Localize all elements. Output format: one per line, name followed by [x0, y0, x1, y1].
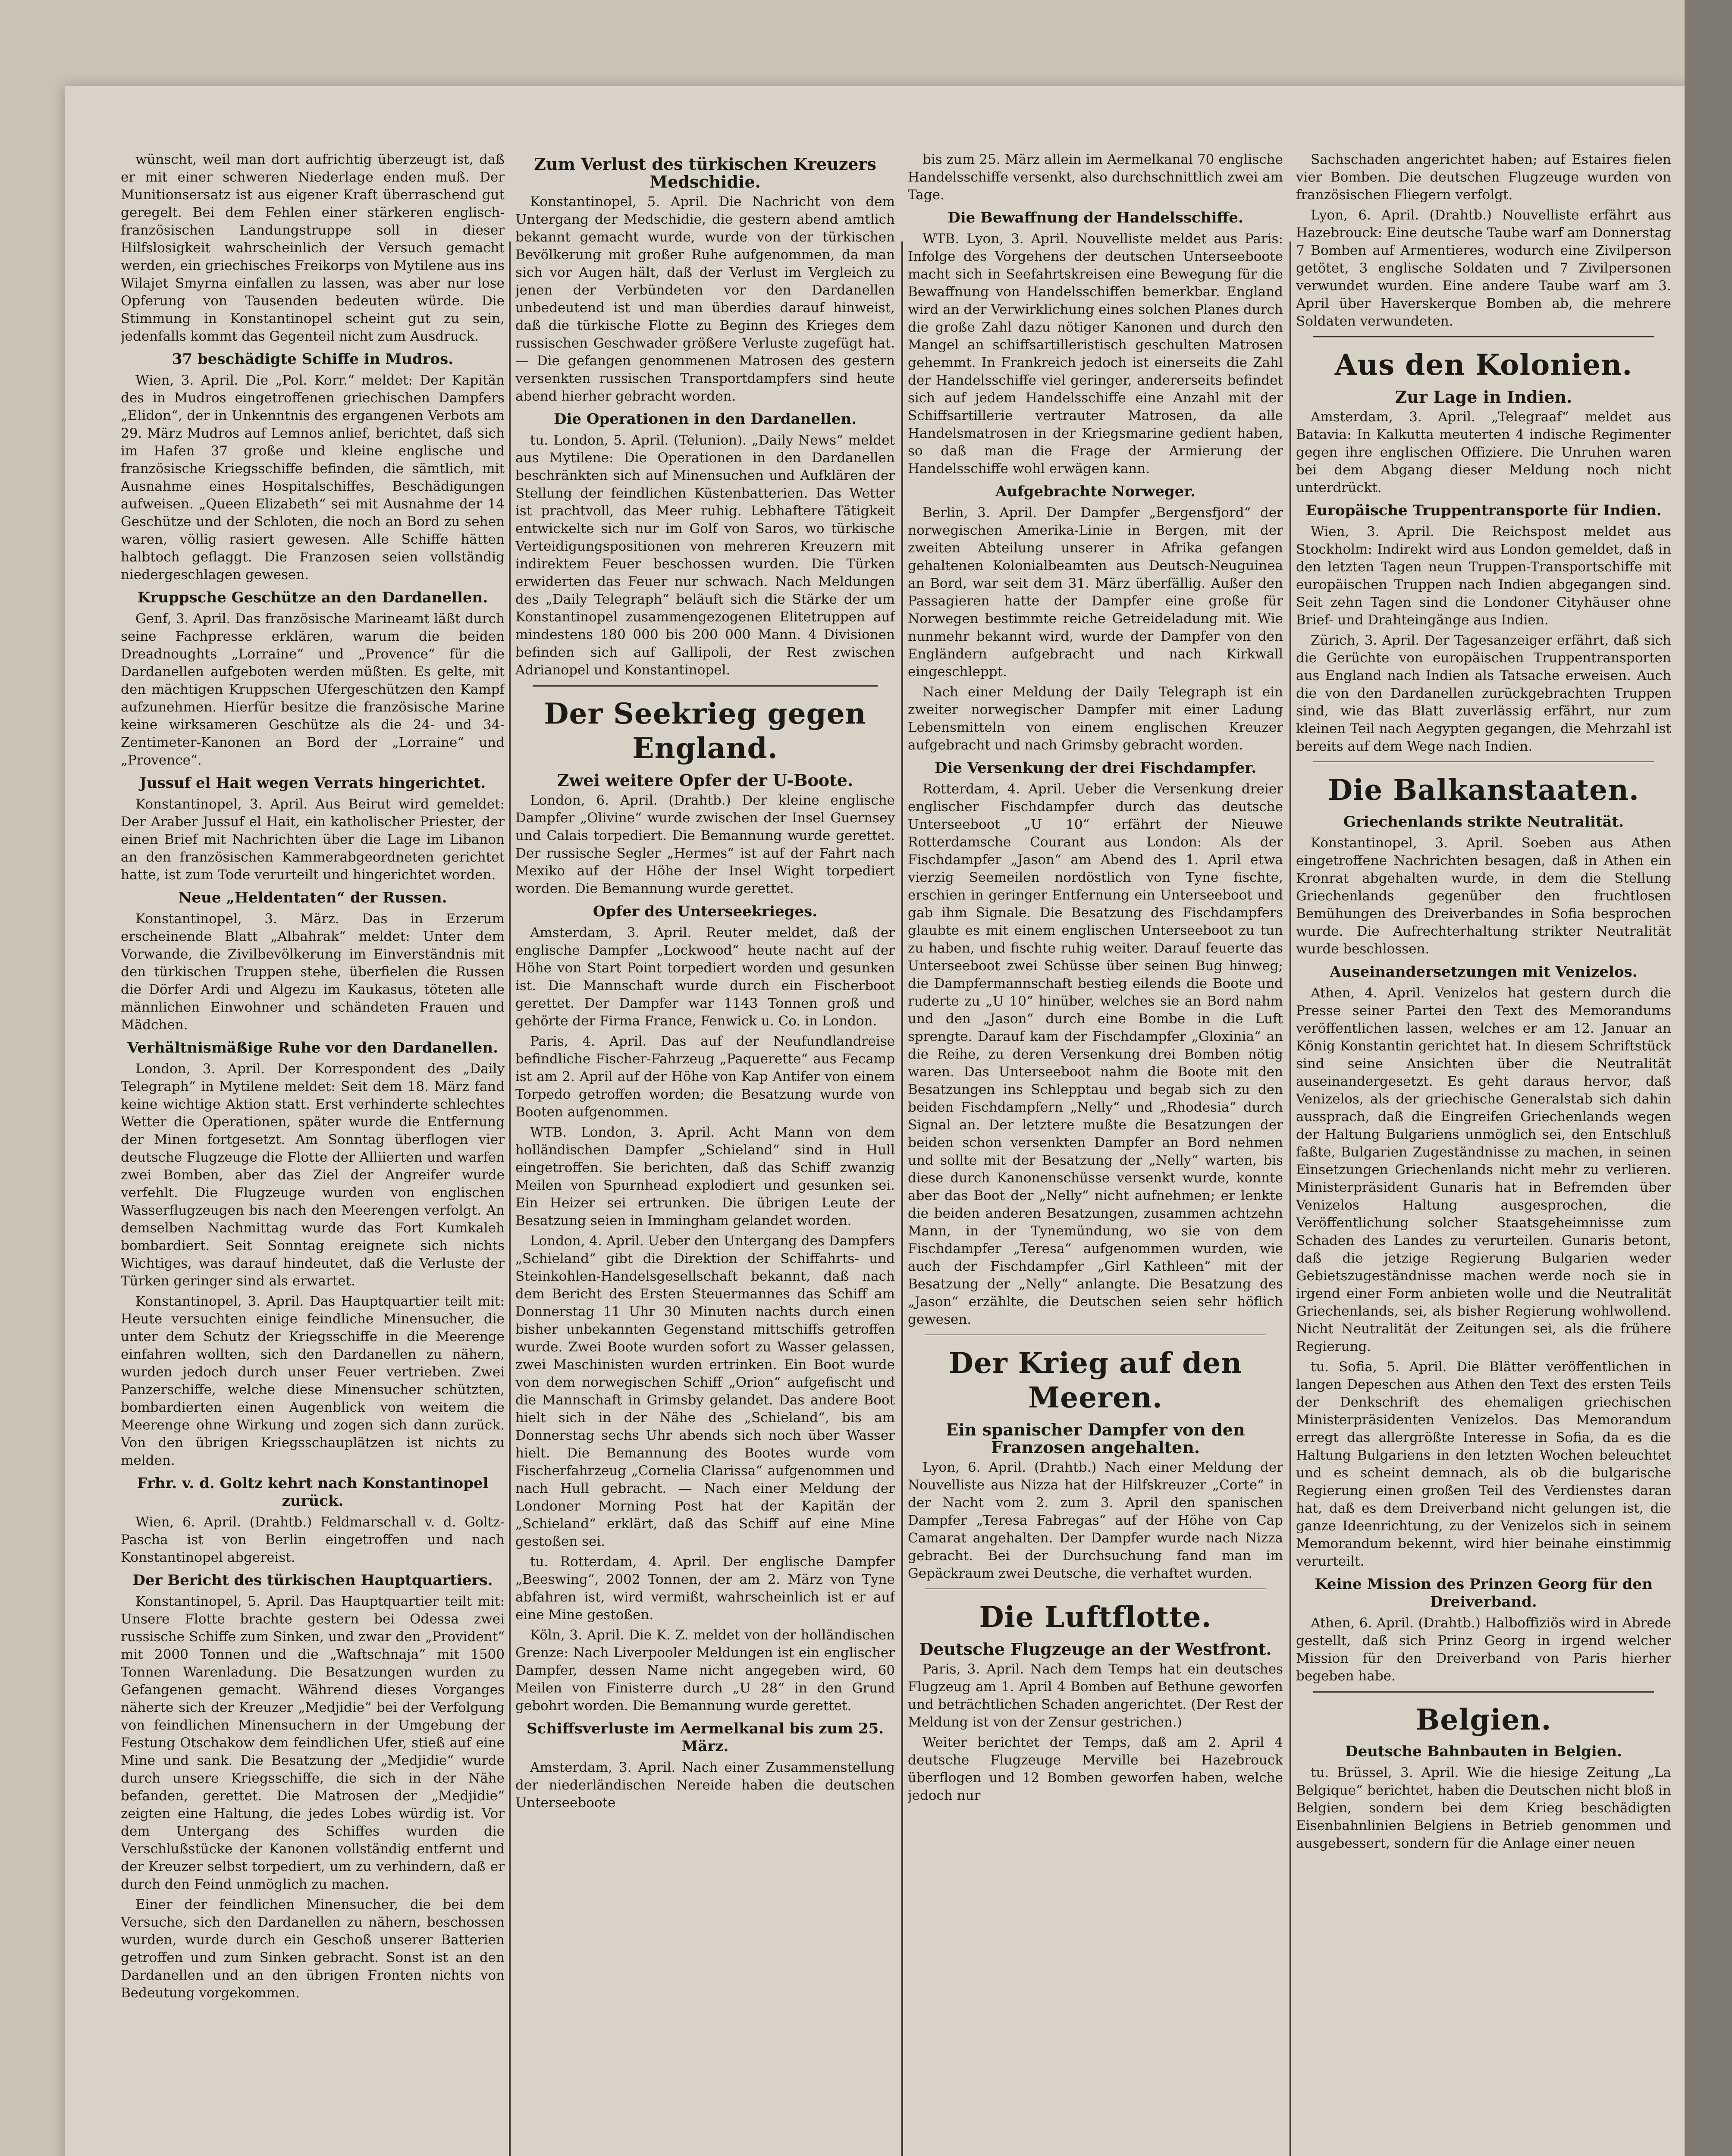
article-text: Paris, 3. April. Nach dem Temps hat ein deutsches Flugzeug am 1. April 4 Bomben auf Bethune geworfen und beträchtlichen Schaden angerichtet. (Der Rest der Meldung ist von der Zensur gestrichen.): [908, 1661, 1283, 1730]
article-text: Konstantinopel, 3. April. Das Hauptquartier teilt mit: Heute versuchten einige feindliche Minensucher, die unter dem Schutz der Kriegsschiffe in die Meerenge einfahren wollten, sich den Dardanellen zu nähern, wurden jedoch durch unser Feuer vertrieben. Zwei Panzerschiffe, welche diese Minensucher schützten, bombardierten einen Augenblick von weitem die Meerenge ohne Wirkung und zogen sich dann zurück. Von den übrigen Kriegsschauplätzen ist nichts zu melden.: [121, 1294, 505, 1468]
divider: [1313, 336, 1654, 338]
article-text: London, 4. April. Ueber den Untergang des Dampfers „Schieland“ gibt die Direktion der Schiffahrts- und Steinkohlen-Handelsgesellschaft bekannt, daß nach dem Bericht des Ersten Steuermannes das Schiff am Donnerstag 11 Uhr 30 Minuten nachts durch einen bisher unbekannten Gegenstand mittschiffs getroffen wurde. Zwei Boote wurden sofort zu Wasser gelassen, zwei Maschinisten wurden ertrinken. Ein Boot wurde von dem norwegischen Schiff „Orion“ aufgefischt und die Mannschaft in Grimsby gelandet. Das andere Boot hielt sich in der Nähe des „Schieland“, bis am Donnerstag sechs Uhr abends sich noch über Wasser hielt. Die Bemannung des Bootes wurde vom Fischerfahrzeug „Cornelia Clarissa“ aufgenommen und nach Hull gebracht. — Nach einer Meldung der Londoner Morning Post hat der Kapitän der „Schieland“ erklärt, daß das Schiff auf eine Mine gestoßen sei.: [515, 1233, 895, 1549]
article-text: Sachschaden angerichtet haben; auf Estaires fielen vier Bomben. Die deutschen Flugzeuge wurden von französischen Fliegern verfolgt.: [1296, 152, 1671, 203]
section-title: Der Seekrieg gegen England.: [544, 697, 866, 765]
section-title: Die Balkanstaaten.: [1328, 773, 1639, 807]
article-text: Wien, 3. April. Die „Pol. Korr.“ meldet: Der Kapitän des in Mudros eingetroffenen griechischen Dampfers „Elidon“, der in Unkenntnis des ergangenen Verbots am 29. März Mudros auf Lemnos anlief, berichtet, daß sich im Hafen 37 große und kleine englische und französische Kriegsschiffe befinden, die sämtlich, mit Ausnahme eines Hospitalschiffes, Beschädigungen aufweisen. „Queen Elizabeth“ sei mit Ausnahme der 14 Geschütze und der Schloten, die noch an Bord zu sehen waren, völlig rasiert gewesen. Alle Schiffe hätten halbtoch geflaggt. Die Franzosen seien vollständig niedergeschlagen gewesen.: [121, 373, 505, 583]
article-text: WTB. Lyon, 3. April. Nouvelliste meldet aus Paris: Infolge des Vorgehens der deutschen Unterseeboote macht sich in Seefahrtskreisen eine Bewegung für die Bewaffnung von Handelsschiffen bemerkbar. England wird an der Verwirklichung eines solchen Planes durch die große Zahl dazu nötiger Kanonen und durch den Mangel an schiffsartilleristisch geschulten Matrosen gehemmt. In Frankreich jedoch ist einerseits die Zahl der Handelsschiffe viel geringer, andererseits befindet sich auf jedem Handelsschiffe eine Anzahl mit der Schiffsartillerie vertrauter Matrosen, da alle Handelsmatrosen in der Kriegsmarine gedient haben, so daß man die Frage der Armierung der Handelsschiffe wohl erwägen kann.: [908, 231, 1283, 476]
section-title: Aus den Kolonien.: [1334, 348, 1633, 382]
article-text: Amsterdam, 3. April. „Telegraaf“ meldet aus Batavia: In Kalkutta meuterten 4 indische Regimenter gegen ihre englischen Offiziere. Die Unruhen waren bei dem Abgang dieser Meldung noch nicht unterdrückt.: [1296, 409, 1671, 495]
article-text: Zürich, 3. April. Der Tagesanzeiger erfährt, daß sich die Gerüchte von europäischen Truppentransporten aus England nach Indien als Tatsache erweisen. Auch die von den Dardanellen zurückgebrachten Truppen sind, wie das Blatt zuverlässig erfährt, nur zum kleinen Teil nach Aegypten gegangen, die Mehrzahl ist bereits auf dem Wege nach Indien.: [1296, 633, 1671, 754]
section-title: Belgien.: [1415, 1703, 1552, 1736]
column-2: [515, 151, 895, 2156]
article-text: Wien, 6. April. (Drahtb.) Feldmarschall v. d. Goltz-Pascha ist von Berlin eingetroffen und nach Konstantinopel abgereist.: [121, 1514, 505, 1565]
headline: Deutsche Bahnbauten in Belgien.: [1345, 1743, 1622, 1760]
article-text: Konstantinopel, 3. April. Soeben aus Athen eingetroffene Nachrichten besagen, daß in Athen ein Kronrat abgehalten wurde, in dem die Stellung Griechenlands gegenüber den fruchtlosen Bemühungen des Dreiverbandes in Sofia besprochen wurde. Die Aufrechterhaltung strikter Neutralität wurde beschlossen.: [1296, 835, 1671, 957]
article-text: Konstantinopel, 3. April. Aus Beirut wird gemeldet: Der Araber Jussuf el Hait, ein katholischer Priester, der einen Brief mit Nachrichten über die Lage im Libanon an den französischen Kammerabgeordneten gerichtet hatte, ist zum Tode verurteilt und hingerichtet worden.: [121, 796, 505, 883]
page-columns: [65, 86, 1686, 2156]
headline: Frhr. v. d. Goltz kehrt nach Konstantinopel zurück.: [137, 1475, 489, 1510]
column-1: [121, 151, 505, 2156]
headline: Die Operationen in den Dardanellen.: [553, 411, 857, 428]
scan-border: [1685, 0, 1732, 2156]
headline: Die Bewaffnung der Handelsschiffe.: [948, 209, 1243, 226]
article-text: WTB. London, 3. April. Acht Mann von dem holländischen Dampfer „Schieland“ sind in Hull eingetroffen. Sie berichten, daß das Schiff zwanzig Meilen von Spurnhead explodiert und gesunken sei. Ein Heizer sei ertrunken. Die übrigen Leute der Besatzung seien in Immingham gelandet worden.: [515, 1125, 895, 1228]
article-text: Athen, 6. April. (Drahtb.) Halboffiziös wird in Abrede gestellt, daß sich Prinz Georg in irgend welcher Mission für den Dreiverband von Paris hierher begeben habe.: [1296, 1615, 1671, 1684]
section-title: Der Krieg auf den Meeren.: [948, 1346, 1243, 1414]
headline: Auseinandersetzungen mit Venizelos.: [1330, 963, 1638, 981]
headline: Schiffsverluste im Aermelkanal bis zum 25. März.: [526, 1720, 884, 1755]
article-text: Konstantinopel, 3. März. Das in Erzerum erscheinende Blatt „Albahrak“ meldet: Unter dem Vorwande, die Zivilbevölkerung im Einverständnis mit den türkischen Truppen stehe, überfielen die Russen die Dörfer Ardi und Algezu im Kaukasus, töteten alle männlichen Einwohner und schändeten Frauen und Mädchen.: [121, 911, 505, 1033]
article-text: Lyon, 6. April. (Drahtb.) Nouvelliste erfährt aus Hazebrouck: Eine deutsche Taube warf am Donnerstag 7 Bomben auf Armentieres, wodurch eine Zivilperson getötet, 3 englische Soldaten und 7 Zivilpersonen verwundet wurden. Eine andere Taube warf am 3. April über Haverskerque Bomben ab, die mehrere Soldaten verwundeten.: [1296, 207, 1671, 329]
headline: Kruppsche Geschütze an den Dardanellen.: [137, 589, 488, 606]
article-text: London, 6. April. (Drahtb.) Der kleine englische Dampfer „Olivine“ wurde zwischen der Insel Guernsey und Calais torpediert. Die Bemannung wurde gerettet. Der russische Segler „Hermes“ ist auf der Fahrt nach Mexiko auf der Höhe der Insel Wight torpediert worden. Die Bemannung wurde gerettet.: [515, 793, 895, 896]
article-text: Paris, 4. April. Das auf der Neufundlandreise befindliche Fischer-Fahrzeug „Paquerette“ aus Fecamp ist am 2. April auf der Höhe von Kap Antifer von einem Torpedo getroffen worden; die Besatzung wurde von Booten aufgenommen.: [515, 1034, 895, 1120]
column-rule: [509, 241, 511, 2156]
article-text: London, 3. April. Der Korrespondent des „Daily Telegraph“ in Mytilene meldet: Seit dem 18. März fand keine wichtige Aktion statt. Erst verhinderte schlechtes Wetter die Operationen, später wurde die Entfernung der Minen fortgesetzt. Am Sonntag überflogen vier deutsche Flugzeuge die Flotte der Alliierten und warfen zwei Bomben, aber das Ziel der Angreifer wurde verfehlt. Die Flugzeuge wurden von englischen Wasserflugzeugen bis nach den Meerengen verfolgt. An demselben Nachmittag wurde das Fort Kumkaleh bombardiert. Seit Sonntag ereignete sich nichts Wichtiges, was darauf hindeutet, daß die Verluste der Türken geringer sind als erwartet.: [121, 1061, 505, 1289]
article-text: tu. Brüssel, 3. April. Wie die hiesige Zeitung „La Belgique“ berichtet, haben die Deutschen nicht bloß in Belgien, sondern bei dem Krieg beschädigten Eisenbahnlinien Belgiens in Betrieb genommen und ausgebessert, sondern für die Anlage einer neuen: [1296, 1765, 1671, 1851]
column-rule: [1290, 241, 1291, 2156]
article-text: Amsterdam, 3. April. Reuter meldet, daß der englische Dampfer „Lockwood“ heute nacht auf der Höhe von Start Point torpediert worden und gesunken ist. Die Mannschaft wurde durch ein Fischerboot gerettet. Der Dampfer war 1143 Tonnen groß und gehörte der Firma France, Fenwick u. Co. in London.: [515, 925, 895, 1029]
article-text: tu. Rotterdam, 4. April. Der englische Dampfer „Beeswing“, 2002 Tonnen, der am 2. März von Tyne abfahren ist, wird vermißt, wahrscheinlich ist er auf eine Mine gestoßen.: [515, 1554, 895, 1623]
section-title: Die Luftflotte.: [979, 1600, 1212, 1634]
article-text: Einer der feindlichen Minensucher, die bei dem Versuche, sich den Dardanellen zu nähern, beschossen wurden, wurde durch ein Geschoß unserer Batterien getroffen und zum Sinken gebracht. Sonst ist an den Dardanellen und an den übrigen Fronten nichts von Bedeutung vorgekommen.: [121, 1897, 505, 2001]
article-text: Weiter berichtet der Temps, daß am 2. April 4 deutsche Flugzeuge Merville bei Hazebrouck überflogen und 12 Bomben geworfen haben, welche jedoch nur: [908, 1735, 1283, 1803]
headline: 37 beschädigte Schiffe in Mudros.: [172, 351, 454, 368]
article-text: Konstantinopel, 5. April. Das Hauptquartier teilt mit: Unsere Flotte brachte gestern bei Odessa zwei russische Schiffe zum Sinken, und zwar den „Provident“ mit 2000 Tonnen und die „Waftschnaja“ mit 1500 Tonnen Warenladung. Die Besatzungen wurden zu Gefangenen gemacht. Während dieses Vorganges näherte sich der Kreuzer „Medjidie“ bei der Verfolgung von feindlichen Minensuchern in der Umgebung der Festung Otschakow dem feindlichen Ufer, stieß auf eine Mine und sank. Die Besatzung der „Medjidie“ wurde durch unsere Kriegsschiffe, die sich in der Nähe befanden, gerettet. Die Matrosen der „Medjidie“ zeigten eine Haltung, die jedes Lobes würdig ist. Vor dem Untergang des Schiffes wurden die Verschlußstücke der Kanonen vollständig entfernt und der Kreuzer selbst torpediert, um zu verhindern, daß er durch den Feind unmöglich zu machen.: [121, 1594, 505, 1892]
headline: Die Versenkung der drei Fischdampfer.: [934, 759, 1257, 777]
column-3: [908, 151, 1283, 2156]
headline: Zum Verlust des türkischen Kreuzers Medschidie.: [534, 154, 876, 191]
article-text: tu. London, 5. April. (Telunion). „Daily News“ meldet aus Mytilene: Die Operationen in den Dardanellen beschränkten sich auf Minensuchen und Aufklären der Stellung der feindlichen Küstenbatterien. Das Wetter ist prachtvoll, das Meer ruhig. Lebhaftere Tätigkeit entwickelte sich nur im Golf von Saros, wo türkische Verteidigungspositionen von mehreren Kreuzern mit indirektem Feuer beschossen wurden. Die Türken erwiderten das Feuer nur schwach. Nach Meldungen des „Daily Telegraph“ beläuft sich die Stärke der um Konstantinopel zusammengezogenen Elitetruppen auf mindestens 180 000 bis 200 000 Mann. 4 Divisionen befinden sich auf Gallipoli, der Rest zwischen Adrianopel und Konstantinopel.: [515, 432, 895, 678]
divider: [925, 1589, 1266, 1590]
headline: Opfer des Unterseekrieges.: [593, 903, 818, 920]
headline: Jussuf el Hait wegen Verrats hingerichtet.: [139, 774, 486, 792]
divider: [1313, 761, 1654, 763]
article-text: Genf, 3. April. Das französische Marineamt läßt durch seine Fachpresse erklären, warum die beiden Dreadnoughts „Lorraine“ und „Provence“ für die Dardanellen aufgeboten werden müßten. Es gelte, mit den mächtigen Kruppschen Ufergeschützen den Kampf aufzunehmen. Hierfür besitze die französische Marine keine wirksameren Geschütze als die 24- und 34-Zentimeter-Kanonen an Bord der „Lorraine“ und „Provence“.: [121, 611, 505, 768]
headline: Neue „Heldentaten“ der Russen.: [178, 889, 447, 906]
article-text: Amsterdam, 3. April. Nach einer Zusammenstellung der niederländischen Nereide haben die deutschen Unterseeboote: [515, 1760, 895, 1811]
subheadline: Zur Lage in Indien.: [1395, 387, 1572, 407]
headline: Verhältnismäßige Ruhe vor den Dardanellen.: [127, 1039, 498, 1056]
divider: [925, 1335, 1266, 1336]
article-text: bis zum 25. März allein im Aermelkanal 70 englische Handelsschiffe versenkt, also durchschnittlich zwei am Tage.: [908, 152, 1283, 203]
article-text: Nach einer Meldung der Daily Telegraph ist ein zweiter norwegischer Dampfer mit einer Ladung Lebensmitteln von einem englischen Kreuzer aufgebracht und nach Grimsby gebracht worden.: [908, 684, 1283, 753]
article-text: Köln, 3. April. Die K. Z. meldet von der holländischen Grenze: Nach Liverpooler Meldungen ist ein englischer Dampfer, dessen Name nicht angegeben wird, 60 Meilen von Finisterre durch „U 28“ in den Grund gebohrt worden. Die Bemannung wurde gerettet.: [515, 1627, 895, 1714]
article-text: Athen, 4. April. Venizelos hat gestern durch die Presse seiner Partei den Text des Memorandums veröffentlichen lassen, welches er am 12. Januar an König Konstantin gerichtet hat. In diesem Schriftstück sind seine Ansichten über die Neutralität auseinandergesetzt. Es geht daraus hervor, daß Venizelos, als der griechische Generalstab sich dahin aussprach, daß die Eingreifen Griechenlands wegen der Haltung Bulgariens unmöglich sei, den Entschluß faßte, Bulgarien Zugeständnisse zu machen, in seinen Einsetzungen Griechenlands nicht mehr zu verlieren. Ministerpräsident Gunaris hat in Befremden über Venizelos Haltung ausgesprochen, die Veröffentlichung solcher Staatsgeheimnisse zum Schaden des Landes zu verurteilen. Gunaris betont, daß die jetzige Regierung Bulgarien weder Gebietszugeständnisse machen werde noch sie in irgend einer Form anbieten wolle und die Neutralität Griechenlands, sei, als bisher Regierung wohlwollend. Nicht Neutralität der Zeitungen sei, als die frühere Regierung.: [1296, 985, 1671, 1354]
article-text: Rotterdam, 4. April. Ueber die Versenkung dreier englischer Fischdampfer durch das deutsche Unterseeboot „U 10“ erfährt der Nieuwe Rotterdamsche Courant aus London: Als der Fischdampfer „Jason“ am Abend des 1. April etwa vierzig Seemeilen nordöstlich von Tyne fischte, erschien in geringer Entfernung ein Unterseeboot und gab ihm Signale. Die Besatzung des Fischdampfers glaubte es mit einem englischen Unterseeboot zu tun zu haben, und fischte ruhig weiter. Darauf feuerte das Unterseeboot zwei Schüsse über seinen Bug hinweg; die Dampfermannschaft bestieg eilends die Boote und ruderte zu „U 10“ hinüber, welches sie an Bord nahm und den „Jason“ durch eine Bombe in die Luft sprengte. Darauf kam der Fischdampfer „Gloxinia“ an die Reihe, zu deren Versenkung drei Bomben nötig waren. Das Unterseeboot nahm die Boote mit den Besatzungen ins Schlepptau und begab sich zu den beiden Fischdampfern „Nelly“ und „Rhodesia“ durch Signal an. Der letztere mußte die Besatzungen der beiden schon versenkten Dampfer an Bord nehmen und sollte mit der Besatzung der „Nelly“ warten, bis diese durch Kanonenschüsse versenkt wurde, konnte aber das Boot der „Nelly“ nicht aufnehmen; er lenkte die beiden anderen Besatzungen, zusammen achtzehn Mann, in der Tynemündung, wo sie von dem Fischdampfer „Teresa“ aufgenommen wurden, wie auch der Fischdampfer „Girl Kathleen“ mit der Besatzung der „Nelly“ anlangte. Die Besatzung des „Jason“ erzählte, die Deutschen seien sehr höflich gewesen.: [908, 781, 1283, 1327]
divider: [533, 685, 878, 687]
column-4: [1296, 151, 1671, 2156]
article-text: Lyon, 6. April. (Drahtb.) Nach einer Meldung der Nouvelliste aus Nizza hat der Hilfskreuzer „Corte“ in der Nacht vom 2. zum 3. April den spanischen Dampfer „Teresa Fabregas“ auf der Höhe von Cap Camarat angehalten. Der Dampfer wurde nach Nizza gebracht. Bei der Durchsuchung fand man im Gepäckraum zwei Deutsche, die verhaftet wurden.: [908, 1460, 1283, 1581]
article-text: Wien, 3. April. Die Reichspost meldet aus Stockholm: Indirekt wird aus London gemeldet, daß in den letzten Tagen neun Truppen-Transportschiffe mit europäischen Truppen nach Indien abgegangen sind. Seit zehn Tagen sind die Londoner Cityhäuser ohne Brief- und Drahteingänge aus Indien.: [1296, 524, 1671, 628]
article-text: tu. Sofia, 5. April. Die Blätter veröffentlichen in langen Depeschen aus Athen den Text des ersten Teils der Denkschrift des ehemaligen griechischen Ministerpräsidenten Venizelos. Das Memorandum erregt das allergrößte Interesse in Sofia, da es die Haltung Bulgariens in den letzten Wochen beleuchtet und es scheint demnach, als ob die bulgarische Regierung einen großen Teil des Verdienstes daran hat, daß es dem Dreiverband nicht gelungen ist, die ganze Ideenrichtung, zu der Venizelos sich in seinem Memorandum bekennt, wird hier beinahe einstimmig verurteilt.: [1296, 1359, 1671, 1569]
article-text: Berlin, 3. April. Der Dampfer „Bergensfjord“ der norwegischen Amerika-Linie in Bergen, mit der zweiten Abteilung unserer in Afrika gefangen gehaltenen Kolonialbeamten aus Deutsch-Neuguinea an Bord, war seit dem 31. März überfällig. Außer den Passagieren hatte der Dampfer eine große für Norwegen bestimmte reiche Getreideladung mit. Wie nunmehr bekannt wird, wurde der Dampfer von den Engländern aufgebracht und nach Kirkwall eingeschleppt.: [908, 505, 1283, 680]
headline: Keine Mission des Prinzen Georg für den Dreiverband.: [1315, 1576, 1653, 1611]
headline: Der Bericht des türkischen Hauptquartiers.: [132, 1572, 493, 1589]
divider: [1313, 1691, 1654, 1693]
headline: Aufgebrachte Norweger.: [995, 483, 1196, 500]
subheadline: Deutsche Flugzeuge an der Westfront.: [919, 1639, 1272, 1659]
column-rule: [901, 241, 903, 2156]
headline: Europäische Truppentransporte für Indien.: [1305, 502, 1662, 519]
subheadline: Zwei weitere Opfer der U-Boote.: [557, 771, 853, 790]
headline: Griechenlands strikte Neutralität.: [1343, 813, 1624, 830]
article-text: Konstantinopel, 5. April. Die Nachricht von dem Untergang der Medschidie, die gestern abend amtlich bekannt gemacht wurde, wurde von der türkischen Bevölkerung mit großer Ruhe aufgenommen, da man sich vor Augen hält, daß der Verlust im Vergleich zu jenen der Verbündeten vor den Dardanellen unbedeutend ist und man überdies darauf hinweist, daß die türkische Flotte zu Beginn des Krieges dem russischen Geschwader größere Verluste zugefügt hat. — Die gefangen genommenen Matrosen des gestern versenkten russischen Transportdampfers sind heute abend hierher gebracht worden.: [515, 194, 895, 404]
subheadline: Ein spanischer Dampfer von den Franzosen angehalten.: [946, 1420, 1245, 1457]
article-text: wünscht, weil man dort aufrichtig überzeugt ist, daß er mit einer schweren Niederlage enden muß. Der Munitionsersatz ist aus eigener Kraft überraschend gut geregelt. Bei dem Fehlen einer stärkeren englisch-französischen Landungstruppe soll in dieser Hilfslosigkeit wahrscheinlich der Versuch gemacht werden, ein griechisches Freikorps von Mytilene aus ins Wilajet Smyrna einfallen zu lassen, was aber nur lose Opferung von Tausenden bedeuten würde. Die Stimmung in Konstantinopel scheint gut zu sein, jedenfalls kommt das Gegenteil nicht zum Ausdruck.: [121, 152, 505, 344]
